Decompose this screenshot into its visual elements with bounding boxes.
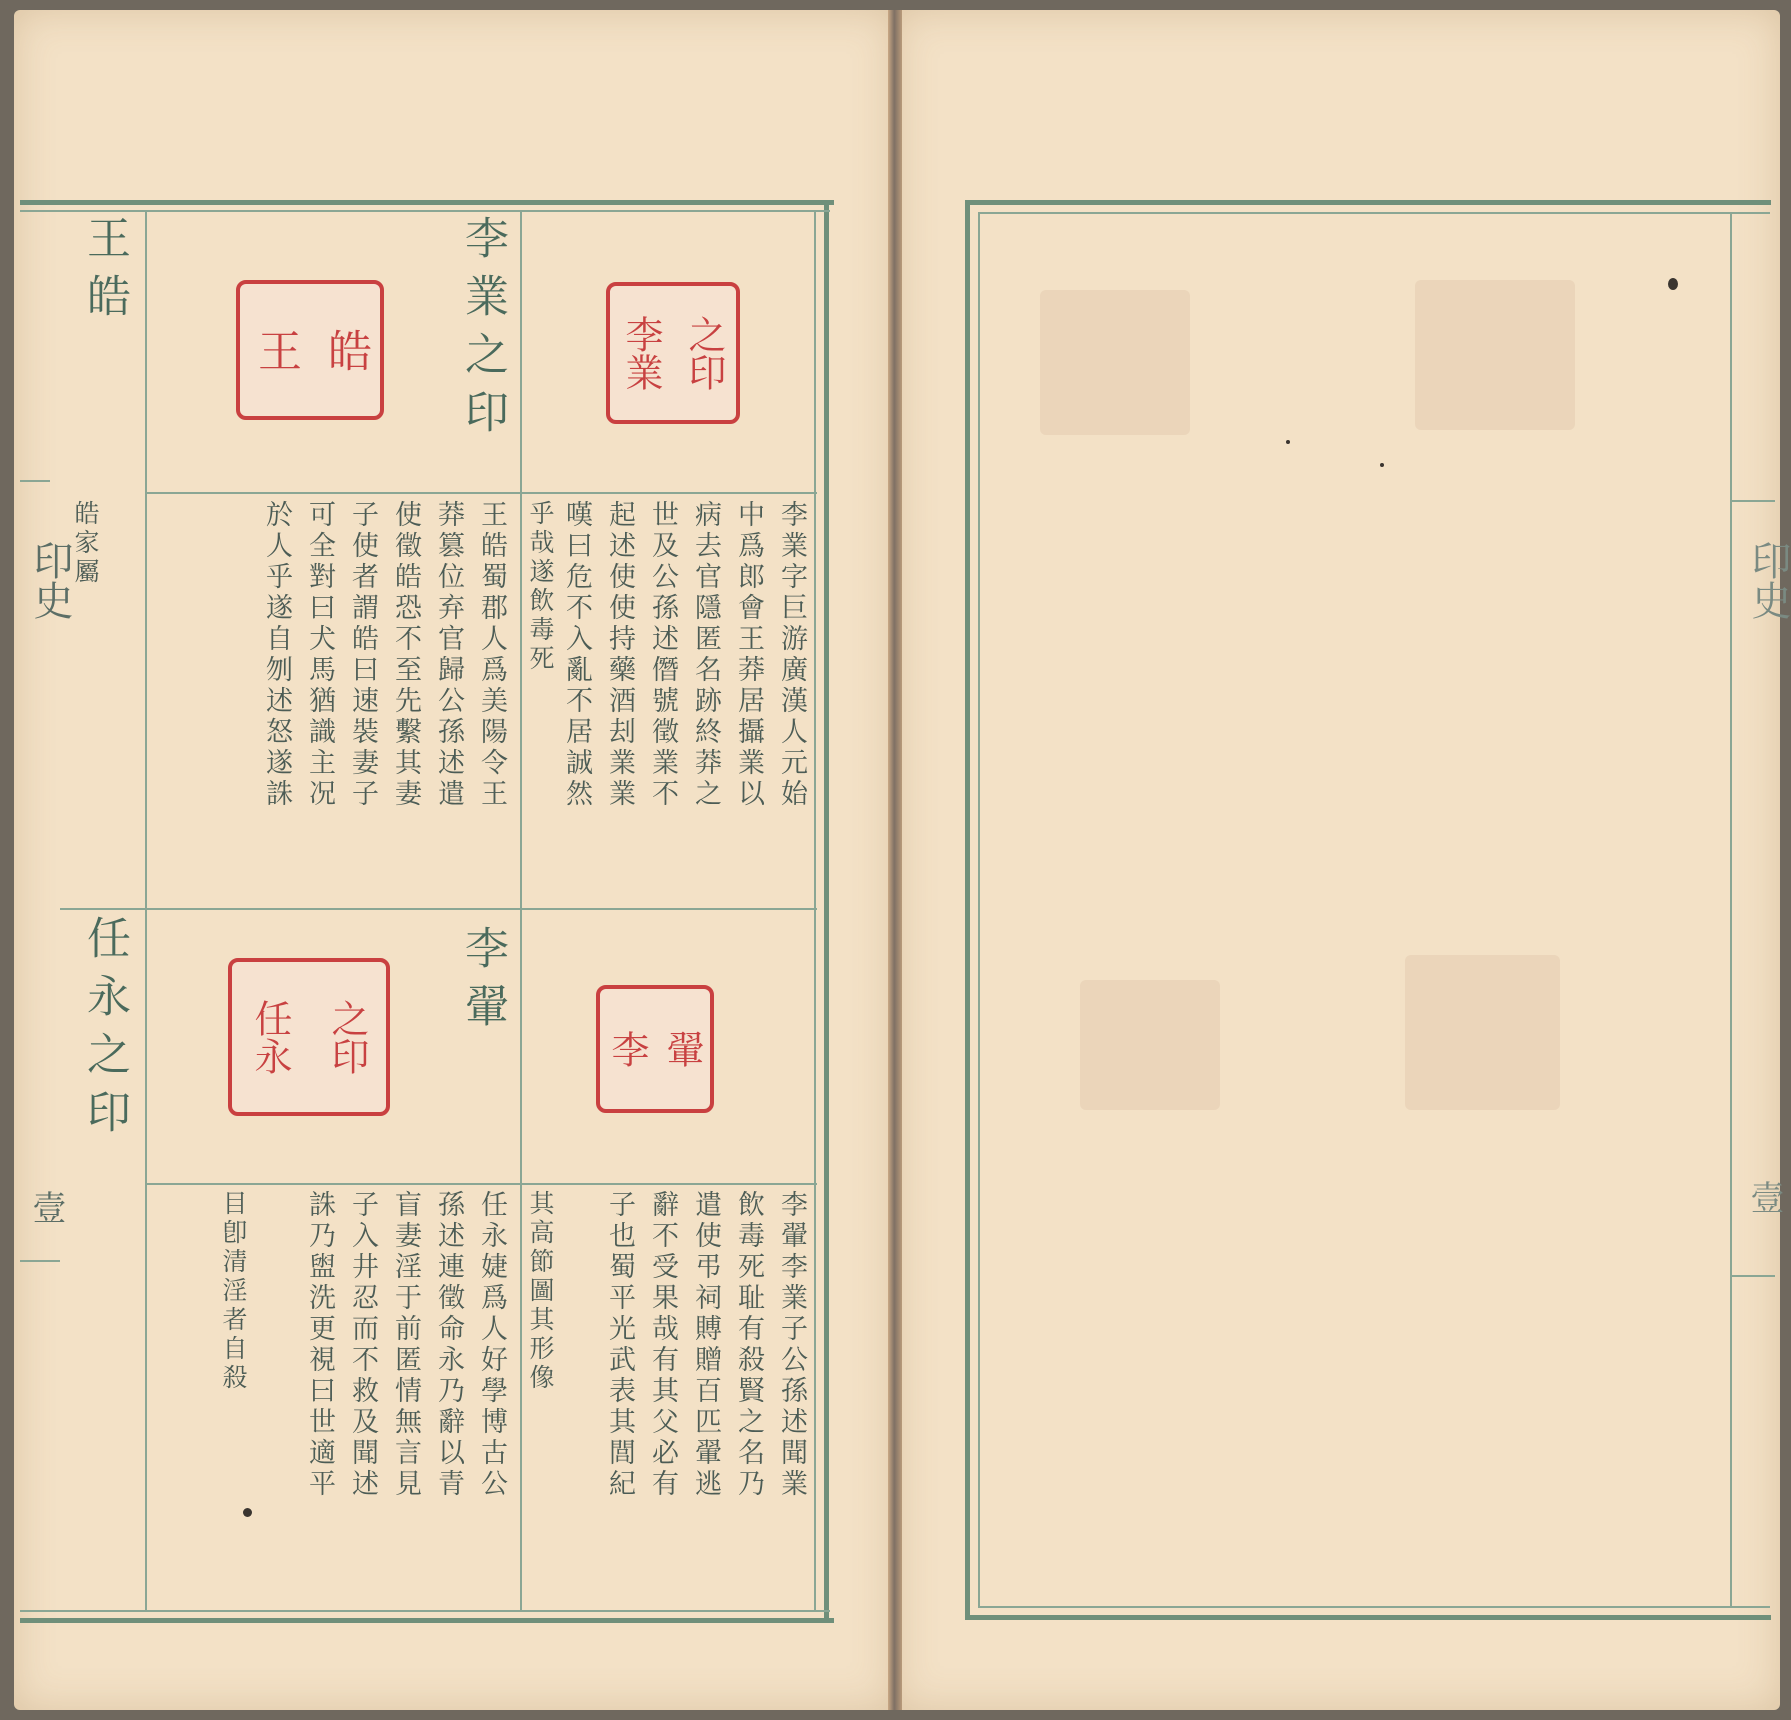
- text-column: 盲妻淫于前匿情無言見: [390, 1190, 421, 1500]
- right-side-label: 印史: [1745, 540, 1791, 620]
- text-column: 飲毒死耻有殺賢之名乃: [733, 1190, 764, 1500]
- left-side-label: 印史: [27, 540, 73, 620]
- right-frame-inner-left: [978, 212, 980, 1608]
- seal-wang-hao: 王 皓: [236, 280, 384, 420]
- left-frame-inner-right: [814, 210, 816, 1610]
- entry-title-wang-hao: 王皓: [79, 215, 130, 331]
- ink-speck: [243, 1508, 252, 1517]
- text-column: 其高節圖其形像: [526, 1190, 555, 1393]
- bleedthrough-seal: [1080, 980, 1220, 1110]
- left-frame-top: [20, 200, 834, 205]
- text-column: 世及公孫述僭號徵業不: [647, 500, 678, 810]
- seal-ren-yong: 任永 之印: [228, 958, 390, 1116]
- text-column: 遣使弔祠賻贈百匹翬逃: [690, 1190, 721, 1500]
- text-column: 病去官隱匿名跡終莽之: [690, 500, 721, 810]
- left-frame-inner-bottom: [20, 1610, 830, 1612]
- entry-title-li-hui: 李翬: [457, 925, 508, 1041]
- text-column: 起述使使持藥酒刦業業: [604, 500, 635, 810]
- right-edge-mark-top: [1730, 500, 1775, 502]
- text-column: 乎哉遂飲毒死: [526, 500, 555, 674]
- text-column: 使徵皓恐不至先繫其妻: [390, 500, 421, 810]
- bleedthrough-seal: [1405, 955, 1560, 1110]
- right-frame-bottom: [965, 1615, 1771, 1620]
- text-column: 任永婕爲人好學博古公: [476, 1190, 507, 1500]
- text-column: 目卽清淫者自殺: [219, 1190, 248, 1393]
- text-column: 子入井忍而不救及聞述: [347, 1190, 378, 1500]
- right-frame-top: [965, 200, 1771, 205]
- right-edge-mark-bottom: [1730, 1275, 1775, 1277]
- text-column: 中爲郎會王莽居攝業以: [733, 500, 764, 810]
- left-edge-mark-top: [20, 480, 50, 482]
- text-column: 誅乃盥洗更視曰世適平: [304, 1190, 335, 1500]
- text-column: 於人乎遂自刎述怒遂誅: [261, 500, 292, 810]
- text-column: 李業字巨游廣漢人元始: [776, 500, 807, 810]
- left-page-number: 壹: [26, 1190, 66, 1224]
- text-column: 子使者謂皓曰速裝妻子: [347, 500, 378, 810]
- text-column: 王皓蜀郡人爲美陽令王: [476, 500, 507, 810]
- left-divider-upper: [145, 492, 817, 494]
- right-frame-outer-right: [1730, 212, 1732, 1608]
- book-gutter: [888, 10, 902, 1710]
- text-column: 嘆曰危不入亂不居誠然: [561, 500, 592, 810]
- right-frame-inner-top: [978, 212, 1770, 214]
- text-column: 李翬李業子公孫述聞業: [776, 1190, 807, 1500]
- right-frame-inner-bottom: [978, 1606, 1770, 1608]
- right-frame-left: [965, 200, 970, 1620]
- text-column: 莽篡位弃官歸公孫述遣: [433, 500, 464, 810]
- text-column: 辭不受果哉有其父必有: [647, 1190, 678, 1500]
- right-page: [896, 10, 1780, 1710]
- seal-li-ye: 李業 之印: [606, 282, 740, 424]
- bleedthrough-seal: [1040, 290, 1190, 435]
- ink-speck: [1668, 278, 1678, 290]
- text-column: 皓家屬: [71, 500, 100, 587]
- text-column: 可全對曰犬馬猶識主况: [304, 500, 335, 810]
- ink-speck: [1380, 463, 1384, 467]
- left-inner-divider: [145, 210, 147, 1610]
- text-column: 子也蜀平光武表其閭紀: [604, 1190, 635, 1500]
- left-frame-bottom: [20, 1618, 834, 1623]
- ink-speck: [1286, 440, 1290, 444]
- left-frame-right: [824, 200, 829, 1623]
- left-center-divider: [520, 210, 522, 1610]
- entry-title-li-ye: 李業之印: [457, 215, 508, 447]
- seal-li-hui: 李 翬: [596, 985, 714, 1113]
- left-edge-mark-bottom: [20, 1260, 60, 1262]
- bleedthrough-seal: [1415, 280, 1575, 430]
- entry-title-ren-yong: 任永之印: [79, 915, 130, 1147]
- left-frame-inner-top: [20, 210, 830, 212]
- right-page-number: 壹: [1744, 1180, 1784, 1214]
- text-column: 孫述連徵命永乃辭以青: [433, 1190, 464, 1500]
- left-divider-lower: [145, 1183, 817, 1185]
- left-divider-middle: [60, 908, 817, 910]
